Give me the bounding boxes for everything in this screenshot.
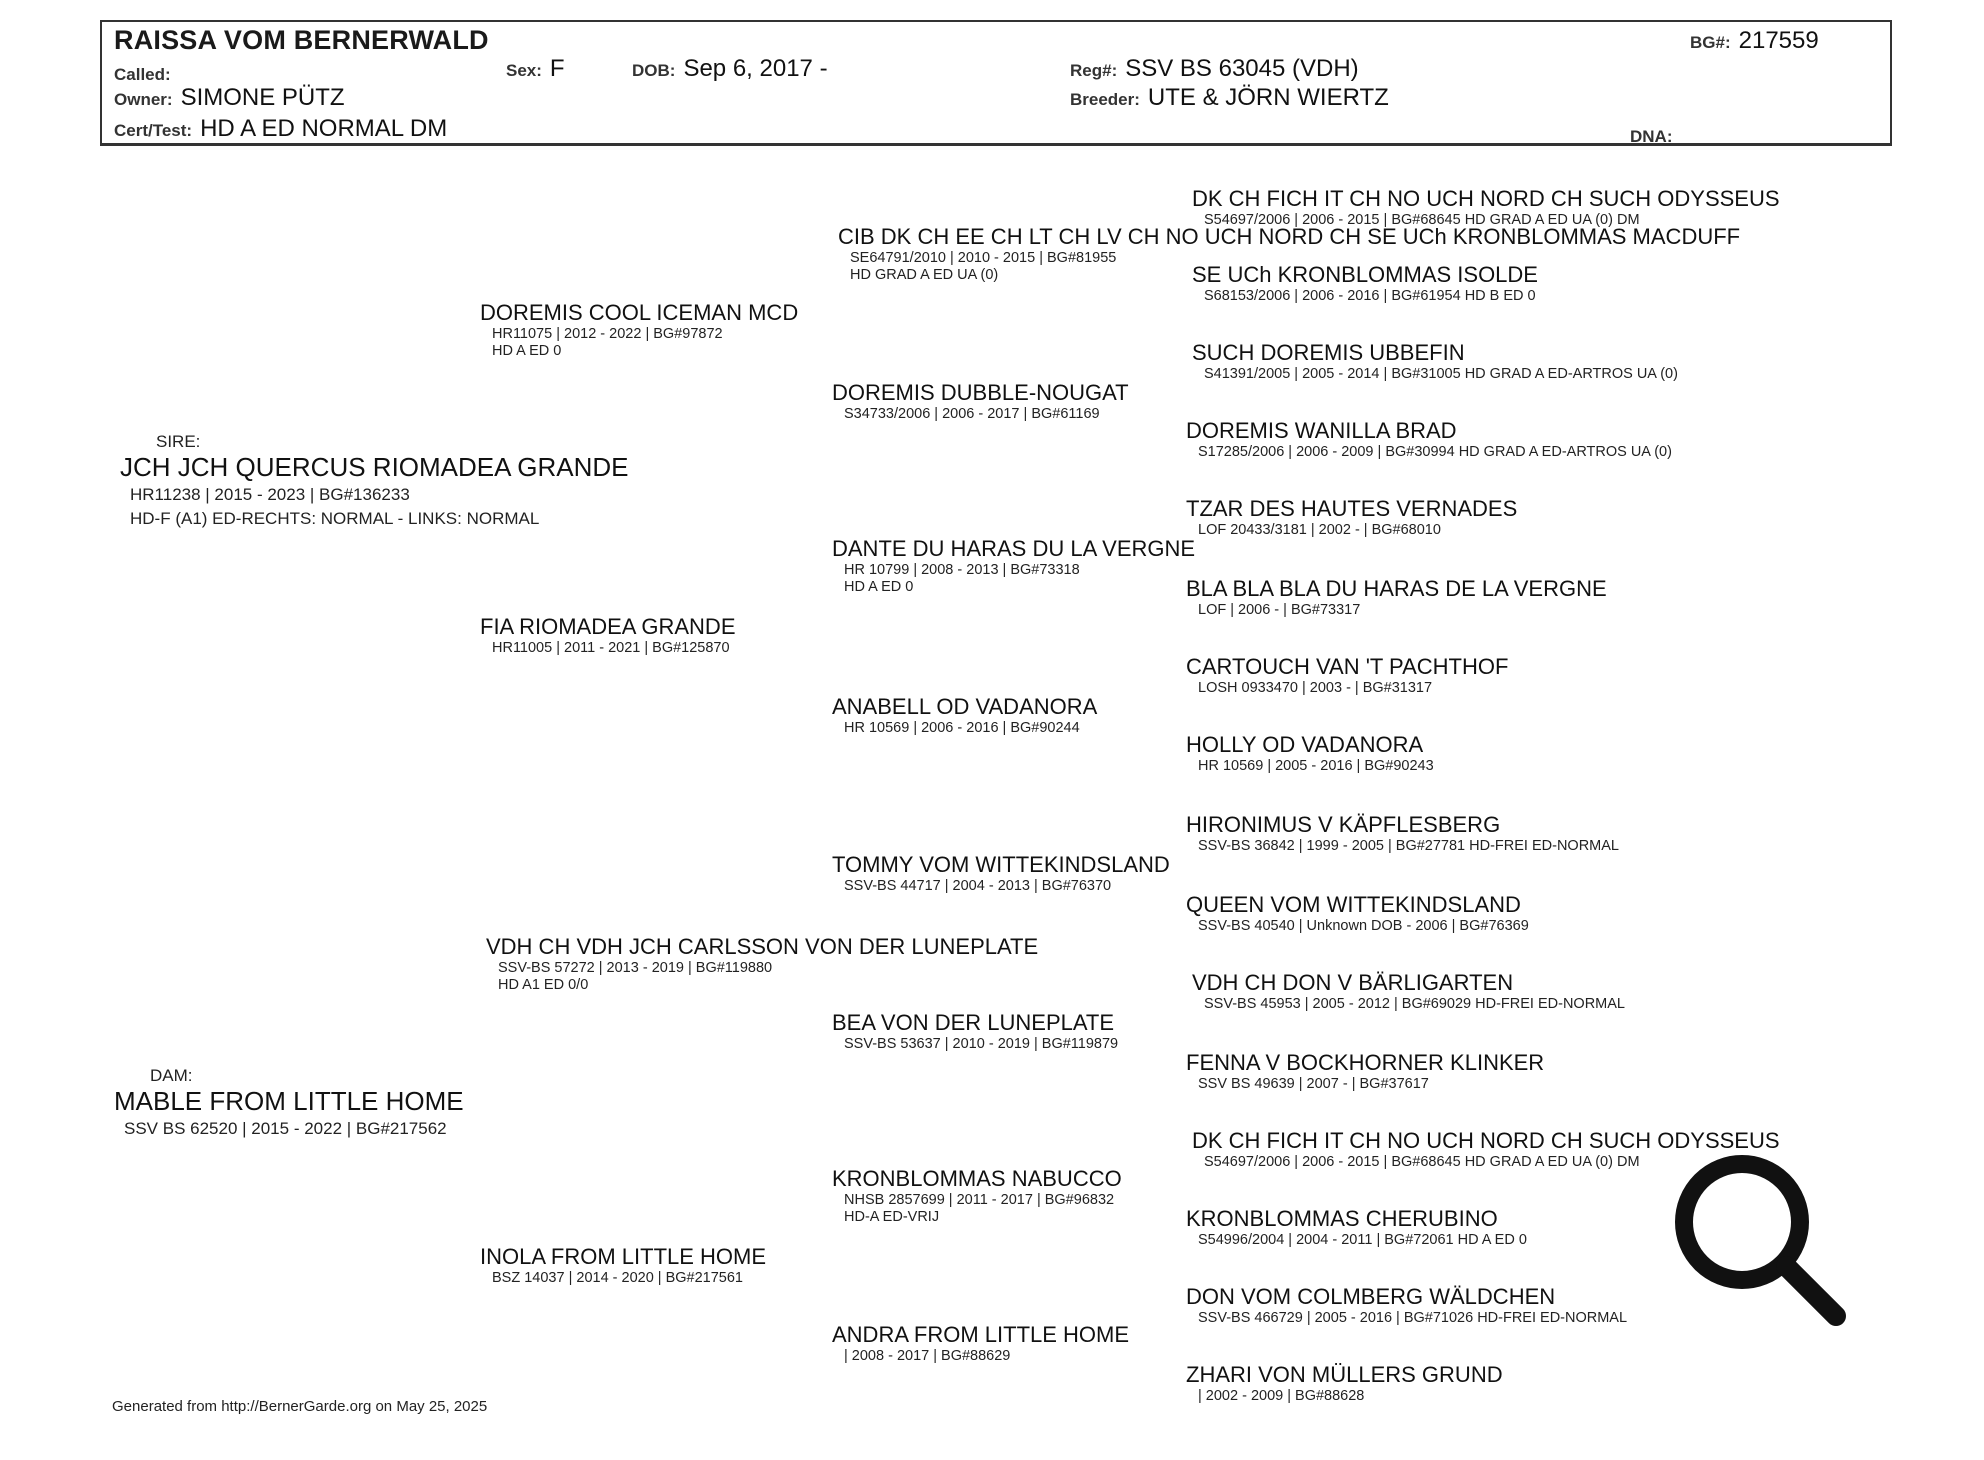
dog-entry-health: HD A ED 0 xyxy=(844,579,914,595)
dog-entry-info: LOSH 0933470 | 2003 - | BG#31317 xyxy=(1198,680,1433,696)
dog-entry-info: SSV-BS 40540 | Unknown DOB - 2006 | BG#76369 xyxy=(1198,918,1529,934)
pedigree-entry[interactable] xyxy=(1186,732,1434,775)
pedigree-entry[interactable] xyxy=(1186,812,1619,855)
dog-entry-name[interactable]: BEA VON DER LUNEPLATE xyxy=(832,1010,1115,1035)
pedigree-entry[interactable] xyxy=(1186,1362,1503,1405)
dog-entry-name[interactable]: DON VOM COLMBERG WÄLDCHEN xyxy=(1186,1284,1556,1309)
dog-entry-health: HD A ED 0 xyxy=(492,343,562,359)
pedigree-entry[interactable] xyxy=(480,614,736,657)
breeder-value: UTE & JÖRN WIERTZ xyxy=(1147,84,1389,111)
reg-value: SSV BS 63045 (VDH) xyxy=(1125,55,1359,82)
dog-entry-info: HR11005 | 2011 - 2021 | BG#125870 xyxy=(492,640,730,656)
dog-entry-info: | 2008 - 2017 | BG#88629 xyxy=(844,1348,1011,1364)
dam-label: DAM: xyxy=(150,1066,193,1085)
dog-entry-info: S34733/2006 | 2006 - 2017 | BG#61169 xyxy=(844,406,1100,422)
dog-entry-name[interactable]: DOREMIS COOL ICEMAN MCD xyxy=(480,300,799,325)
bg-label: BG#: xyxy=(1690,33,1731,52)
pedigree-entry[interactable] xyxy=(1186,496,1517,539)
dog-entry-name[interactable]: ANABELL OD VADANORA xyxy=(832,694,1098,719)
dog-entry-info: BSZ 14037 | 2014 - 2020 | BG#217561 xyxy=(492,1270,743,1286)
bg-number xyxy=(1690,27,1819,55)
dog-entry-info: S17285/2006 | 2006 - 2009 | BG#30994 HD GRAD A ED-ARTROS UA (0) xyxy=(1198,444,1672,460)
dog-entry-name[interactable]: DK CH FICH IT CH NO UCH NORD CH SUCH ODYSSEUS xyxy=(1192,1128,1780,1153)
dog-entry-name[interactable]: DK CH FICH IT CH NO UCH NORD CH SUCH ODYSSEUS xyxy=(1192,186,1780,211)
dog-entry-info: | 2002 - 2009 | BG#88628 xyxy=(1198,1388,1365,1404)
dog-entry-info: SE64791/2010 | 2010 - 2015 | BG#81955 xyxy=(850,250,1117,266)
pedigree-entry[interactable] xyxy=(486,934,1038,994)
generated-footer: Generated from http://BernerGarde.org on May 25, 2025 xyxy=(112,1398,488,1415)
dog-entry-info: SSV-BS 36842 | 1999 - 2005 | BG#27781 HD-FREI ED-NORMAL xyxy=(1198,838,1619,854)
dog-entry-info: LOF | 2006 - | BG#73317 xyxy=(1198,602,1361,618)
pedigree-entry[interactable] xyxy=(1192,262,1538,305)
dog-entry-info: SSV BS 49639 | 2007 - | BG#37617 xyxy=(1198,1076,1429,1092)
dob-field xyxy=(632,55,828,83)
dog-entry-info: SSV-BS 53637 | 2010 - 2019 | BG#119879 xyxy=(844,1036,1119,1052)
dog-entry-info: S54697/2006 | 2006 - 2015 | BG#68645 HD GRAD A ED UA (0) DM xyxy=(1204,1154,1640,1170)
magnifier-icon[interactable] xyxy=(1660,1140,1860,1340)
pedigree-entry[interactable] xyxy=(1186,654,1508,697)
pedigree-entry[interactable] xyxy=(1192,340,1678,383)
dob-value: Sep 6, 2017 - xyxy=(683,55,828,82)
dog-entry-name[interactable]: SUCH DOREMIS UBBEFIN xyxy=(1192,340,1465,365)
dog-entry-info: SSV-BS 45953 | 2005 - 2012 | BG#69029 HD-FREI ED-NORMAL xyxy=(1204,996,1625,1012)
sire-name[interactable]: JCH JCH QUERCUS RIOMADEA GRANDE xyxy=(120,452,629,482)
dam-entry[interactable] xyxy=(114,1066,464,1141)
dna-field xyxy=(1630,121,1681,149)
dog-entry-info: SSV-BS 44717 | 2004 - 2013 | BG#76370 xyxy=(844,878,1112,894)
dog-entry-name[interactable]: CARTOUCH VAN 'T PACHTHOF xyxy=(1186,654,1509,679)
dam-info: SSV BS 62520 | 2015 - 2022 | BG#217562 xyxy=(124,1119,447,1138)
dog-entry-info: LOF 20433/3181 | 2002 - | BG#68010 xyxy=(1198,522,1441,538)
pedigree-entry[interactable] xyxy=(832,694,1097,737)
pedigree-entry[interactable] xyxy=(1186,576,1607,619)
dog-entry-name[interactable]: KRONBLOMMAS CHERUBINO xyxy=(1186,1206,1498,1231)
dog-entry-name[interactable]: DOREMIS DUBBLE-NOUGAT xyxy=(832,380,1129,405)
dog-entry-name[interactable]: HOLLY OD VADANORA xyxy=(1186,732,1424,757)
sire-health: HD-F (A1) ED-RECHTS: NORMAL - LINKS: NORMAL xyxy=(130,509,540,528)
dog-entry-health: HD GRAD A ED UA (0) xyxy=(850,267,999,283)
dog-entry-info: S41391/2005 | 2005 - 2014 | BG#31005 HD GRAD A ED-ARTROS UA (0) xyxy=(1204,366,1678,382)
bg-value: 217559 xyxy=(1738,27,1819,54)
pedigree-entry[interactable] xyxy=(1186,1284,1627,1327)
pedigree-entry[interactable] xyxy=(832,1010,1118,1053)
dog-name: RAISSA VOM BERNERWALD xyxy=(114,25,489,55)
dog-entry-info: HR 10569 | 2006 - 2016 | BG#90244 xyxy=(844,720,1080,736)
sex-field xyxy=(506,55,565,83)
called-field xyxy=(114,59,179,87)
reg-label: Reg#: xyxy=(1070,61,1118,80)
sire-label: SIRE: xyxy=(156,432,201,451)
pedigree-entry[interactable] xyxy=(832,1166,1122,1226)
dog-entry-info: S54996/2004 | 2004 - 2011 | BG#72061 HD A ED 0 xyxy=(1198,1232,1527,1248)
breeder-label: Breeder: xyxy=(1070,90,1140,109)
dog-entry-info: HR 10799 | 2008 - 2013 | BG#73318 xyxy=(844,562,1080,578)
dog-entry-info: HR11075 | 2012 - 2022 | BG#97872 xyxy=(492,326,723,342)
dog-entry-info: SSV-BS 57272 | 2013 - 2019 | BG#119880 xyxy=(498,960,773,976)
owner-field xyxy=(114,84,345,112)
dam-name[interactable]: MABLE FROM LITTLE HOME xyxy=(114,1086,464,1116)
dog-entry-name[interactable]: SE UCh KRONBLOMMAS ISOLDE xyxy=(1192,262,1538,287)
sire-entry[interactable] xyxy=(120,432,629,531)
registration-field xyxy=(1070,55,1359,83)
dog-entry-name[interactable]: VDH CH VDH JCH CARLSSON VON DER LUNEPLATE xyxy=(486,934,1039,959)
sex-value: F xyxy=(549,55,565,82)
dog-entry-info: S54697/2006 | 2006 - 2015 | BG#68645 HD GRAD A ED UA (0) DM xyxy=(1204,212,1640,228)
pedigree-entry[interactable] xyxy=(832,1322,1129,1365)
dog-entry-name[interactable]: DANTE DU HARAS DU LA VERGNE xyxy=(832,536,1196,561)
breeder-field xyxy=(1070,84,1389,112)
pedigree-entry[interactable] xyxy=(480,300,798,360)
pedigree-entry[interactable] xyxy=(480,1244,766,1287)
dog-entry-health: HD-A ED-VRIJ xyxy=(844,1209,940,1225)
dog-entry-name[interactable]: DOREMIS WANILLA BRAD xyxy=(1186,418,1457,443)
dog-entry-info: HR 10569 | 2005 - 2016 | BG#90243 xyxy=(1198,758,1434,774)
cert-field xyxy=(114,115,447,143)
pedigree-entry[interactable] xyxy=(1192,186,1780,229)
pedigree-entry[interactable] xyxy=(832,380,1129,423)
dog-entry-name[interactable]: TZAR DES HAUTES VERNADES xyxy=(1186,496,1518,521)
pedigree-entry[interactable] xyxy=(1186,1206,1527,1249)
pedigree-entry[interactable] xyxy=(1186,1050,1544,1093)
cert-label: Cert/Test: xyxy=(114,121,193,140)
sex-label: Sex: xyxy=(506,61,542,80)
dog-entry-name[interactable]: INOLA FROM LITTLE HOME xyxy=(480,1244,767,1269)
called-label: Called: xyxy=(114,65,171,84)
dob-label: DOB: xyxy=(632,61,676,80)
dog-entry-health: HD A1 ED 0/0 xyxy=(498,977,589,993)
dna-label: DNA: xyxy=(1630,127,1673,146)
dog-entry-info: NHSB 2857699 | 2011 - 2017 | BG#96832 xyxy=(844,1192,1115,1208)
dog-entry-name[interactable]: QUEEN VOM WITTEKINDSLAND xyxy=(1186,892,1521,917)
dog-entry-name[interactable]: VDH CH DON V BÄRLIGARTEN xyxy=(1192,970,1514,995)
dog-entry-name[interactable]: CIB DK CH EE CH LT CH LV CH NO UCH NORD CH SE UCh KRONBLOMMAS MACDUFF xyxy=(838,224,1741,249)
dog-entry-name[interactable]: ZHARI VON MÜLLERS GRUND xyxy=(1186,1362,1503,1387)
dog-entry-name[interactable]: BLA BLA BLA DU HARAS DE LA VERGNE xyxy=(1186,576,1607,601)
owner-label: Owner: xyxy=(114,90,173,109)
dog-entry-name[interactable]: ANDRA FROM LITTLE HOME xyxy=(832,1322,1130,1347)
dog-entry-name[interactable]: HIRONIMUS V KÄPFLESBERG xyxy=(1186,812,1501,837)
dog-entry-info: S68153/2006 | 2006 - 2016 | BG#61954 HD B ED 0 xyxy=(1204,288,1536,304)
dog-entry-name[interactable]: KRONBLOMMAS NABUCCO xyxy=(832,1166,1122,1191)
pedigree-entry[interactable] xyxy=(832,536,1195,596)
cert-value: HD A ED NORMAL DM xyxy=(200,115,448,142)
pedigree-entry[interactable] xyxy=(1186,892,1529,935)
dog-entry-name[interactable]: TOMMY VOM WITTEKINDSLAND xyxy=(832,852,1170,877)
dog-entry-name[interactable]: FENNA V BOCKHORNER KLINKER xyxy=(1186,1050,1545,1075)
pedigree-entry[interactable] xyxy=(832,852,1170,895)
dog-entry-name[interactable]: FIA RIOMADEA GRANDE xyxy=(480,614,736,639)
owner-value: SIMONE PÜTZ xyxy=(180,84,345,111)
sire-info: HR11238 | 2015 - 2023 | BG#136233 xyxy=(130,485,410,504)
dog-entry-info: SSV-BS 466729 | 2005 - 2016 | BG#71026 HD-FREI ED-NORMAL xyxy=(1198,1310,1628,1326)
dog-header xyxy=(100,20,1892,146)
pedigree-entry[interactable] xyxy=(1186,418,1672,461)
pedigree-entry[interactable] xyxy=(1192,970,1625,1013)
